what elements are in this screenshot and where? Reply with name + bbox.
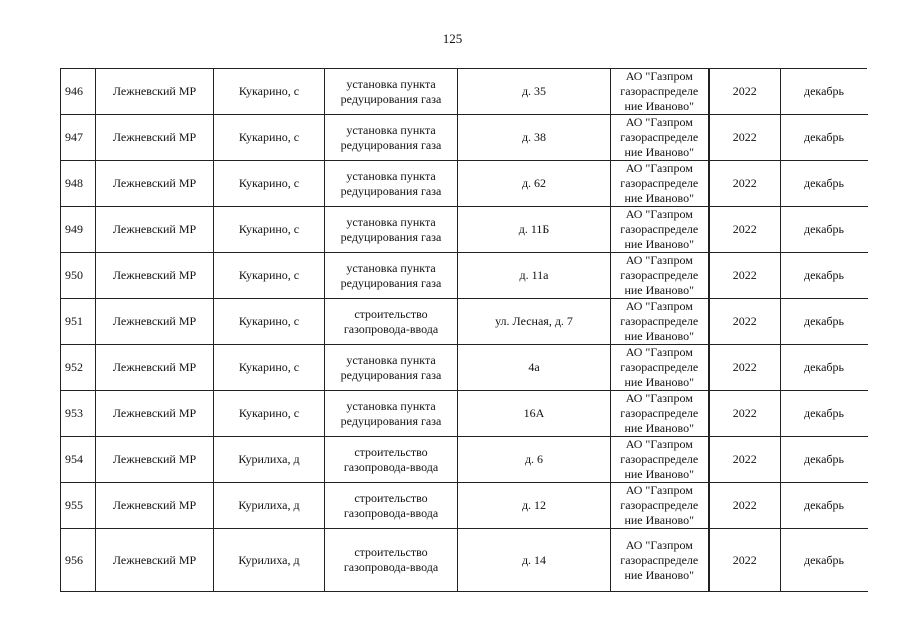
row-number: 952 (61, 345, 96, 391)
locality-cell: Кукарино, с (214, 115, 325, 161)
row-number: 948 (61, 161, 96, 207)
district-cell: Лежневский МР (96, 299, 214, 345)
locality-cell: Кукарино, с (214, 69, 325, 115)
locality-cell: Курилиха, д (214, 529, 325, 592)
locality-cell: Кукарино, с (214, 345, 325, 391)
district-cell: Лежневский МР (96, 529, 214, 592)
row-number: 947 (61, 115, 96, 161)
year-cell: 2022 (709, 437, 781, 483)
table-row (61, 529, 868, 592)
district-cell: Лежневский МР (96, 391, 214, 437)
organization-cell: АО "Газпром газораспределе ние Иваново" (611, 253, 709, 299)
table-row (61, 69, 868, 115)
table-row (61, 437, 868, 483)
table-row (61, 391, 868, 437)
locality-cell: Курилиха, д (214, 437, 325, 483)
locality-cell: Кукарино, с (214, 253, 325, 299)
row-number: 946 (61, 69, 96, 115)
work-type-cell: строительство газопровода-ввода (325, 437, 458, 483)
address-cell: д. 35 (458, 69, 611, 115)
address-cell: 16А (458, 391, 611, 437)
locality-cell: Кукарино, с (214, 299, 325, 345)
table-row (61, 161, 868, 207)
organization-cell: АО "Газпром газораспределе ние Иваново" (611, 437, 709, 483)
address-cell: д. 14 (458, 529, 611, 592)
district-cell: Лежневский МР (96, 161, 214, 207)
organization-cell: АО "Газпром газораспределе ние Иваново" (611, 115, 709, 161)
year-cell: 2022 (709, 529, 781, 592)
locality-cell: Курилиха, д (214, 483, 325, 529)
year-cell: 2022 (709, 345, 781, 391)
work-type-cell: строительство газопровода-ввода (325, 299, 458, 345)
table-row (61, 115, 868, 161)
work-type-cell: установка пункта редуцирования газа (325, 115, 458, 161)
month-cell: декабрь (781, 437, 868, 483)
row-number: 950 (61, 253, 96, 299)
locality-cell: Кукарино, с (214, 207, 325, 253)
organization-cell: АО "Газпром газораспределе ние Иваново" (611, 207, 709, 253)
row-number: 951 (61, 299, 96, 345)
address-cell: 4а (458, 345, 611, 391)
table-row (61, 345, 868, 391)
month-cell: декабрь (781, 483, 868, 529)
district-cell: Лежневский МР (96, 345, 214, 391)
row-number: 949 (61, 207, 96, 253)
year-cell: 2022 (709, 253, 781, 299)
table-row (61, 207, 868, 253)
gasification-table (60, 68, 868, 592)
table-body (61, 69, 868, 592)
row-number: 954 (61, 437, 96, 483)
work-type-cell: установка пункта редуцирования газа (325, 207, 458, 253)
work-type-cell: строительство газопровода-ввода (325, 529, 458, 592)
district-cell: Лежневский МР (96, 437, 214, 483)
address-cell: д. 62 (458, 161, 611, 207)
organization-cell: АО "Газпром газораспределе ние Иваново" (611, 69, 709, 115)
year-cell: 2022 (709, 483, 781, 529)
locality-cell: Кукарино, с (214, 391, 325, 437)
table-row (61, 299, 868, 345)
district-cell: Лежневский МР (96, 115, 214, 161)
address-cell: д. 38 (458, 115, 611, 161)
month-cell: декабрь (781, 161, 868, 207)
work-type-cell: установка пункта редуцирования газа (325, 391, 458, 437)
month-cell: декабрь (781, 207, 868, 253)
year-cell: 2022 (709, 391, 781, 437)
row-number: 956 (61, 529, 96, 592)
month-cell: декабрь (781, 115, 868, 161)
address-cell: д. 6 (458, 437, 611, 483)
year-cell: 2022 (709, 299, 781, 345)
organization-cell: АО "Газпром газораспределе ние Иваново" (611, 391, 709, 437)
month-cell: декабрь (781, 69, 868, 115)
district-cell: Лежневский МР (96, 69, 214, 115)
organization-cell: АО "Газпром газораспределе ние Иваново" (611, 345, 709, 391)
address-cell: д. 12 (458, 483, 611, 529)
address-cell: ул. Лесная, д. 7 (458, 299, 611, 345)
address-cell: д. 11а (458, 253, 611, 299)
row-number: 955 (61, 483, 96, 529)
work-type-cell: установка пункта редуцирования газа (325, 345, 458, 391)
district-cell: Лежневский МР (96, 253, 214, 299)
work-type-cell: строительство газопровода-ввода (325, 483, 458, 529)
work-type-cell: установка пункта редуцирования газа (325, 69, 458, 115)
row-number: 953 (61, 391, 96, 437)
locality-cell: Кукарино, с (214, 161, 325, 207)
organization-cell: АО "Газпром газораспределе ние Иваново" (611, 161, 709, 207)
month-cell: декабрь (781, 529, 868, 592)
district-cell: Лежневский МР (96, 207, 214, 253)
month-cell: декабрь (781, 253, 868, 299)
year-cell: 2022 (709, 207, 781, 253)
month-cell: декабрь (781, 345, 868, 391)
month-cell: декабрь (781, 391, 868, 437)
work-type-cell: установка пункта редуцирования газа (325, 161, 458, 207)
page-number: 125 (442, 31, 463, 46)
year-cell: 2022 (709, 115, 781, 161)
table-row (61, 483, 868, 529)
year-cell: 2022 (709, 161, 781, 207)
table-row (61, 253, 868, 299)
organization-cell: АО "Газпром газораспределе ние Иваново" (611, 529, 709, 592)
address-cell: д. 11Б (458, 207, 611, 253)
organization-cell: АО "Газпром газораспределе ние Иваново" (611, 483, 709, 529)
year-cell: 2022 (709, 69, 781, 115)
month-cell: декабрь (781, 299, 868, 345)
organization-cell: АО "Газпром газораспределе ние Иваново" (611, 299, 709, 345)
work-type-cell: установка пункта редуцирования газа (325, 253, 458, 299)
district-cell: Лежневский МР (96, 483, 214, 529)
